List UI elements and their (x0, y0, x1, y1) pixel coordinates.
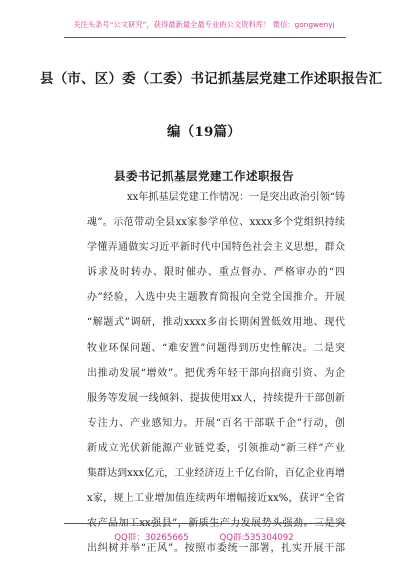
document-title-line-1: 县（市、区）委（工委）书记抓基层党建工作述职报告汇 (40, 71, 383, 87)
body-line: 农产品加工xx强县”，新质生产力发展势头强劲。三是突 (87, 518, 345, 530)
body-text (87, 185, 345, 561)
footer-divider (64, 523, 346, 524)
body-line: 办”经验，入选中央主题教育简报向全党全国推介。开展 (87, 292, 345, 304)
body-line: 牧业环保问题、“难安置”问题得到历史性解决。二是突 (87, 342, 345, 354)
body-line: 诉求及时转办、限时催办、重点督办、严格审办的“四 (87, 267, 345, 279)
body-line: x家，规上工业增加值连续两年增幅接近xx%，获评“全省 (87, 493, 345, 505)
body-line: 新成立光伏新能源产业链党委，引领推动“新三样”产业 (87, 442, 345, 454)
header-promo-note: 关注头条号“公文研究”，获得最新最全最专业的公文资料库！ 微信：gongwenyj (73, 20, 335, 29)
section-subtitle: 县委书记抓基层党建工作述职报告 (114, 169, 294, 183)
body-line: 出推动发展“增效”。把优秀年轻干部向招商引资、为企 (87, 367, 345, 379)
footer-qq-group-1: QQ群：30265665 (114, 533, 189, 543)
body-line: 魂”。示范带动全县xx家参学单位、xxxx多个党组织持续 (87, 217, 345, 229)
body-line: 出纠树并举“正风”。按照市委统一部署，扎实开展干部 (87, 543, 345, 555)
document-title-line-2: 编（19篇） (167, 124, 241, 140)
body-line: 服务等发展一线倾斜、提拔使用xx人，持续提升干部创新 (87, 392, 345, 404)
footer-contacts (0, 531, 408, 543)
footer-qq-group-2: QQ群:535304092 (219, 533, 294, 543)
body-line: “解题式”调研，推动xxxx多亩长期闲置低效用地、现代 (87, 317, 345, 329)
body-line: xx年抓基层党建工作情况：一是突出政治引领“铸 (127, 192, 345, 203)
body-line: 集群达到xxx亿元，工业经济迈上千亿台阶，百亿企业再增 (87, 468, 345, 480)
body-line: 专注力、产业感知力。开展“百名干部联千企”行动，创 (87, 417, 345, 429)
header-divider (64, 37, 346, 38)
body-line: 学懂弄通做实习近平新时代中国特色社会主义思想，群众 (87, 242, 345, 254)
